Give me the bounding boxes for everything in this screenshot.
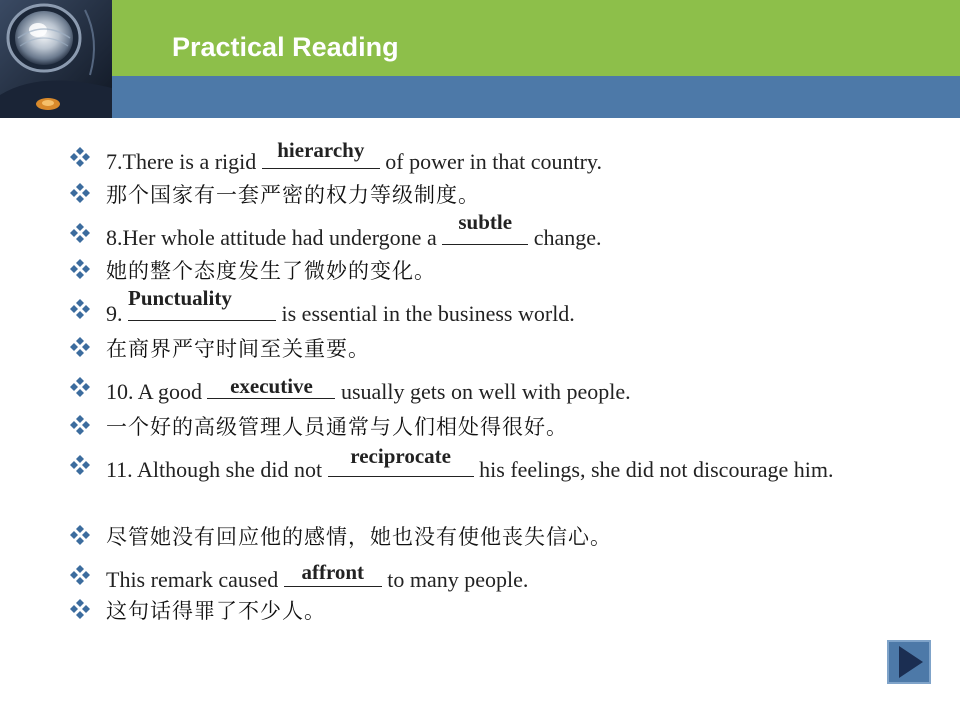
list-item [70, 596, 930, 626]
next-slide-button[interactable] [887, 640, 931, 684]
list-item [70, 256, 930, 286]
header-blue-bar [112, 76, 960, 118]
sentence-chinese: 这句话得罪了不少人。 [106, 599, 326, 623]
answer-blank [128, 286, 276, 321]
four-diamond-bullet-icon [70, 259, 106, 279]
list-item [70, 286, 930, 329]
list-item [70, 522, 930, 552]
four-diamond-bullet-icon [70, 147, 106, 167]
list-item [70, 138, 930, 177]
four-diamond-bullet-icon [70, 599, 106, 619]
sentence-english: 9. Punctuality is essential in the business world. [106, 286, 575, 326]
answer-word: executive [230, 374, 313, 398]
slide-title: Practical Reading [172, 32, 399, 62]
sentence-english: 7.There is a rigid hierarchy of power in that country. [106, 138, 602, 174]
answer-word: subtle [458, 210, 513, 234]
sentence-english: 10. A good executive usually gets on well with people. [106, 374, 631, 404]
answer-blank [328, 444, 474, 477]
four-diamond-bullet-icon [70, 223, 106, 243]
list-item [70, 374, 930, 407]
sentence-english: 11. Although she did not reciprocate his feelings, she did not discourage him. [106, 444, 834, 482]
sentence-chinese: 她的整个态度发生了微妙的变化。 [106, 259, 436, 283]
answer-blank [262, 138, 380, 169]
answer-blank [207, 374, 335, 399]
answer-word: reciprocate [350, 444, 451, 468]
sentence-english: 8.Her whole attitude had undergone a subtle change. [106, 210, 602, 250]
sentence-chinese: 尽管她没有回应他的感情，她也没有使他丧失信心。 [106, 525, 612, 549]
answer-word: hierarchy [277, 138, 365, 162]
sentence-chinese: 那个国家有一套严密的权力等级制度。 [106, 183, 480, 207]
list-item [70, 562, 930, 595]
four-diamond-bullet-icon [70, 299, 106, 319]
list-item [70, 444, 930, 485]
four-diamond-bullet-icon [70, 183, 106, 203]
answer-word: affront [301, 560, 365, 584]
sentence-english: This remark caused affront to many people. [106, 560, 529, 592]
four-diamond-bullet-icon [70, 415, 106, 435]
list-item [70, 334, 930, 364]
four-diamond-bullet-icon [70, 337, 106, 357]
list-item [70, 180, 930, 210]
four-diamond-bullet-icon [70, 455, 106, 475]
four-diamond-bullet-icon [70, 525, 106, 545]
play-triangle-icon [887, 640, 931, 684]
list-item [70, 210, 930, 253]
four-diamond-bullet-icon [70, 565, 106, 585]
four-diamond-bullet-icon [70, 377, 106, 397]
answer-blank [442, 210, 528, 245]
sentence-chinese: 一个好的高级管理人员通常与人们相处得很好。 [106, 415, 568, 439]
list-item [70, 412, 930, 442]
answer-word: Punctuality [128, 286, 232, 310]
sentence-chinese: 在商界严守时间至关重要。 [106, 337, 370, 361]
answer-blank [284, 562, 382, 587]
header-photo [0, 0, 112, 118]
